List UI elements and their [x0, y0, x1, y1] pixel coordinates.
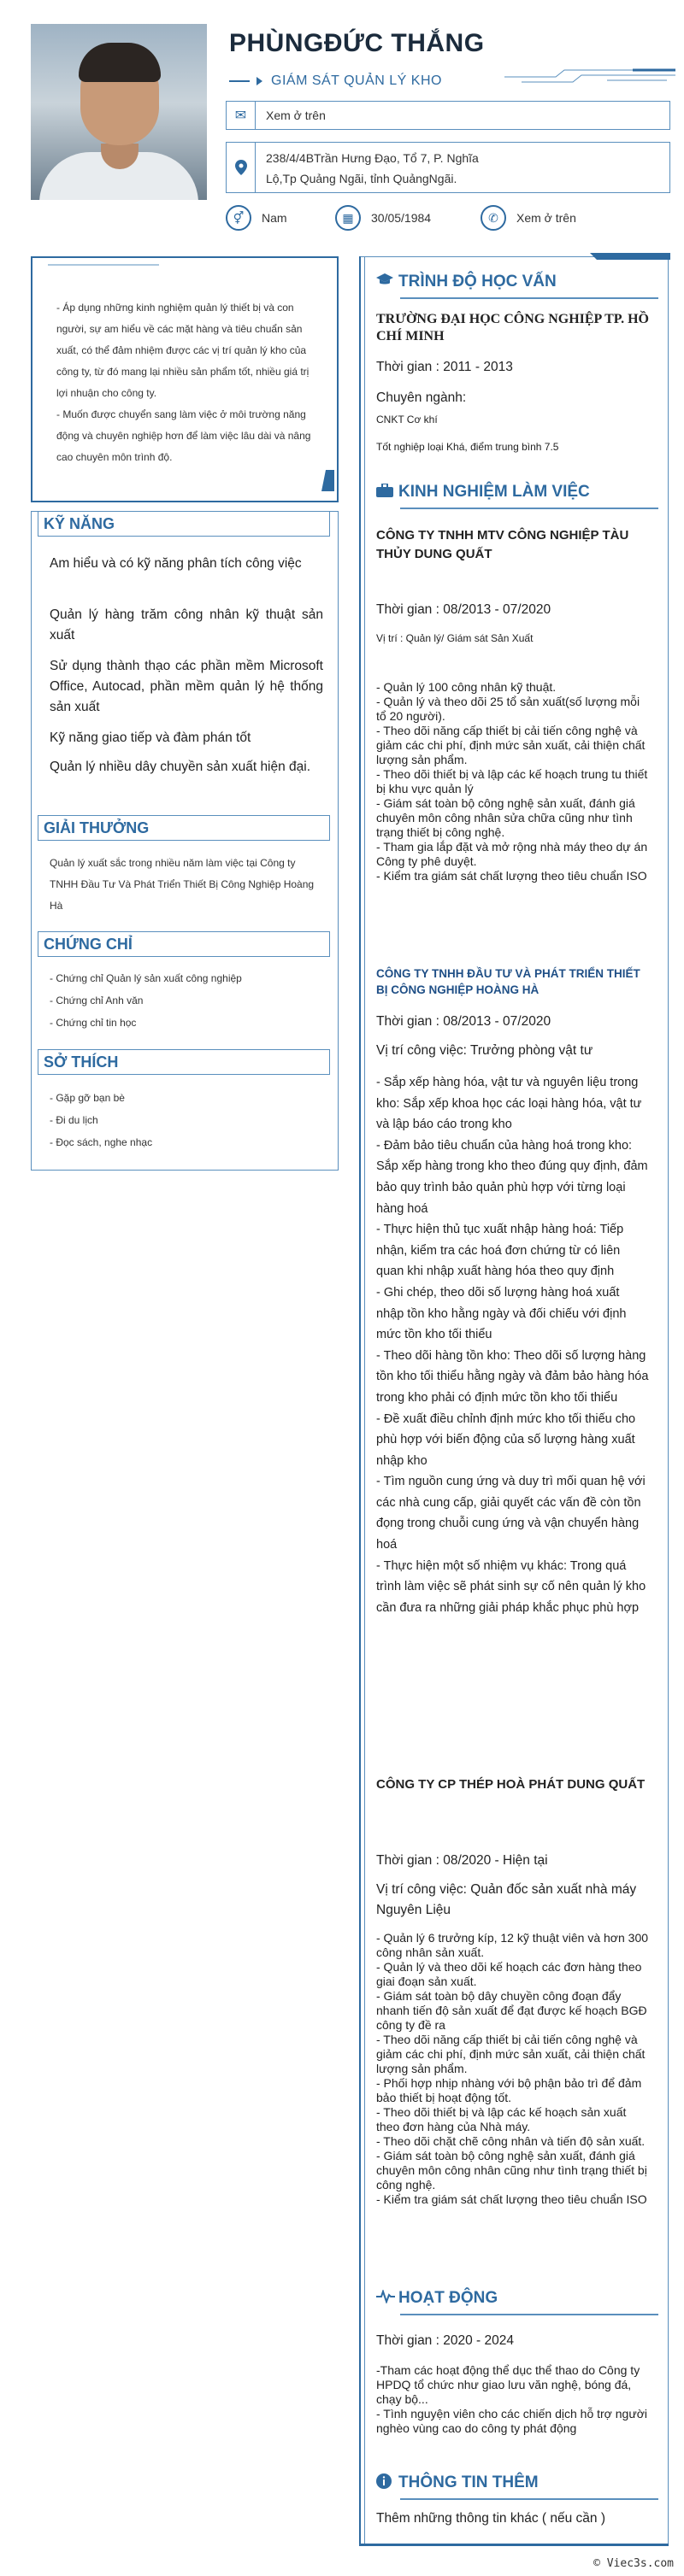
- school-name: TRƯỜNG ĐẠI HỌC CÔNG NGHIỆP TP. HỒ CHÍ MINH: [376, 312, 649, 343]
- certificate-item: - Chứng chỉ tin học: [50, 1017, 137, 1029]
- skill-item: Kỹ năng giao tiếp và đàm phán tốt: [50, 731, 251, 745]
- gender-info: [226, 205, 287, 231]
- profile-photo: [31, 24, 207, 200]
- job-details: - Quản lý 6 trưởng kíp, 12 kỹ thuật viên và hơn 300 công nhân sản xuất. - Quản lý và theo dõi kế hoạch các đơn hàng theo giai đoạn sản xuất. - Giám sát toàn bộ dây chuyền công đoạn đẩy nhanh tiến độ sản xuất để đạt được kế hoạch BGĐ công ty đề ra - Theo dõi năng cấp thiết bị cải tiến công nghệ và giảm các chi phí, định mức sản xuất, cải thiện chất lượng sản phẩm. - Phối hợp nhịp nhàng với bộ phận bảo trì để đảm bảo thiết bị hoạt động tốt. - Theo dõi thiết bị và lập các kế hoạch sản xuất theo đơn hàng của Nhà máy. - Theo dõi chặt chẽ công nhân và tiến độ sản xuất. - Giám sát toàn bộ công nghệ sản xuất, đánh giá chuyên môn công nhân cũng như tình trạng thiết bị công nghệ. - Kiểm tra giám sát chất lượng theo tiêu chuẩn ISO: [376, 1931, 649, 2206]
- major-label: Chuyên ngành:: [376, 390, 467, 405]
- job-details: - Sắp xếp hàng hóa, vật tư và nguyên liệu trong kho: Sắp xếp khoa học các loại hàng hóa, vật tư và lập báo cáo trong kho - Đảm bảo tiêu chuẩn của hàng hoá trong kho: Sắp xếp hàng trong kho theo đúng quy định, đảm bảo quy trình bảo quản phù hợp với từng loại hàng hoá - Thực hiện thủ tục xuất nhập hàng hoá: Tiếp nhận, kiểm tra các hoá đơn chứng từ có liên quan khi nhập xuất hàng hóa theo quy định - Ghi chép, theo dõi số lượng hàng hoá xuất nhập tồn kho hằng ngày và đối chiếu với định mức tồn kho tối thiểu - Theo dõi hàng tồn kho: Theo dõi số lượng hàng tồn kho tối thiểu hằng ngày và đảm bảo hàng hóa trong kho phải có định mức tồn kho tối thiểu - Đề xuất điều chỉnh định mức kho tối thiếu cho phù hợp với biến động của số lượng hàng xuất nhập kho - Tìm nguồn cung ứng và duy trì mối quan hệ với các nhà cung cấp, giải quyết các vấn đề còn tồn đọng trong chuỗi cung ứng và vận chuyển hàng hoá - Thực hiện một số nhiệm vụ khác: Trong quá trình làm việc sẽ phát sinh sự cố nên quản lý kho cần đưa ra những giải pháp khắc phục phù hợp: [376, 1076, 649, 1615]
- address-line-1: 238/4/4BTrần Hưng Đạo, Tổ 7, P. Nghĩa: [266, 151, 479, 165]
- experience-heading: [376, 480, 658, 504]
- career-objective-card: [31, 256, 339, 502]
- experience-title: KINH NGHIỆM LÀM VIỆC: [398, 483, 590, 501]
- email-value: Xem ở trên: [266, 109, 326, 122]
- activities-details: -Tham các hoạt động thể dục thể thao do Công ty HPDQ tổ chức như giao lưu văn nghệ, bóng đá, chạy bộ... - Tình nguyện viên cho các chiến dịch hỗ trợ người nghèo vùng cao do công ty phát động: [376, 2363, 647, 2435]
- location-pin-icon: [227, 143, 256, 192]
- skill-item: Sử dụng thành thạo các phần mềm Microsoft Office, Autocad, phần mềm quản lý hệ thống sản xuất: [50, 659, 323, 714]
- job-position: Vị trí công việc: Quản đốc sản xuất nhà máy Nguyên Liệu: [376, 1882, 637, 1917]
- education-time: Thời gian : 2011 - 2013: [376, 360, 513, 374]
- activities-time: Thời gian : 2020 - 2024: [376, 2333, 514, 2348]
- job-company: CÔNG TY TNHH ĐẦU TƯ VÀ PHÁT TRIỂN THIẾT BỊ CÔNG NGHIỆP HOÀNG HÀ: [376, 967, 640, 996]
- other-info-text: Thêm những thông tin khác ( nếu cần ): [376, 2511, 606, 2526]
- phone-info: [481, 205, 576, 231]
- hobby-item: - Gặp gỡ bạn bè: [50, 1092, 125, 1104]
- activities-title: HOẠT ĐỘNG: [398, 2289, 498, 2307]
- graduation-cap-icon: [376, 273, 398, 291]
- hobbies-title: SỞ THÍCH: [44, 1053, 119, 1071]
- major-value: CNKT Cơ khí: [376, 414, 438, 425]
- activities-heading: [376, 2286, 658, 2310]
- hobby-item: - Đi du lịch: [50, 1114, 98, 1126]
- awards-text: Quản lý xuất sắc trong nhiều năm làm việc tại Công ty TNHH Đầu Tư Và Phát Triển Thiết Bị Công Nghiệp Hoàng Hà: [50, 857, 315, 912]
- education-heading: [376, 270, 658, 294]
- skill-item: Am hiểu và có kỹ năng phân tích công việc: [50, 556, 302, 571]
- info-icon: [376, 2473, 398, 2493]
- certificate-item: - Chứng chỉ Quản lý sản xuất công nghiệp: [50, 972, 242, 984]
- other-info-heading: [376, 2471, 658, 2495]
- skills-title: KỸ NĂNG: [44, 514, 115, 532]
- job-position: Vị trí công việc: Trưởng phòng vật tư: [376, 1043, 593, 1058]
- hobbies-heading: [38, 1049, 330, 1075]
- heartbeat-icon: [376, 2290, 398, 2308]
- gender-value: Nam: [262, 211, 287, 225]
- job-position: Vị trí : Quản lý/ Giám sát Sản Xuất: [376, 632, 534, 644]
- envelope-icon: ✉: [227, 102, 256, 129]
- job-title: GIÁM SÁT QUẢN LÝ KHO: [271, 73, 442, 88]
- skill-item: Quản lý nhiều dây chuyền sản xuất hiện đại.: [50, 760, 311, 774]
- certificates-title: CHỨNG CHỈ: [44, 935, 133, 953]
- watermark: © Viec3s.com: [593, 2557, 674, 2570]
- job-time: Thời gian : 08/2013 - 07/2020: [376, 1014, 551, 1029]
- job-time: Thời gian : 08/2013 - 07/2020: [376, 602, 551, 617]
- phone-icon: ✆: [481, 205, 506, 231]
- skill-item: Quản lý hàng trăm công nhân kỹ thuật sản xuất: [50, 607, 323, 643]
- job-details: - Quản lý 100 công nhân kỹ thuật. - Quản lý và theo dõi 25 tổ sản xuất(số lượng mỗi tổ 20 người). - Theo dõi năng cấp thiết bị cải tiến công nghệ và giảm các chi phí, định mức sản xuất, cải thiện chất lượng sản phẩm. - Theo dõi thiết bị và lập các kế hoạch trung tu thiết bị khu vực quản lý - Giám sát toàn bộ công nghệ sản xuất, đánh giá chuyên môn công nhân sửa chữa cũng như tình trạng thiết bị công nghệ. - Tham gia lắp đặt và mở rộng nhà máy theo dự án Công ty phê duyệt. - Kiểm tra giám sát chất lượng theo tiêu chuẩn ISO: [376, 680, 648, 883]
- certificates-heading: [38, 931, 330, 957]
- job-company: CÔNG TY CP THÉP HOÀ PHÁT DUNG QUẤT: [376, 1777, 646, 1792]
- other-info-title: THÔNG TIN THÊM: [398, 2473, 539, 2491]
- right-frame-bottom: [359, 2514, 669, 2546]
- address-box: [226, 142, 670, 193]
- birthday-info: [335, 205, 431, 231]
- awards-heading: [38, 815, 330, 841]
- job-time: Thời gian : 08/2020 - Hiện tại: [376, 1853, 548, 1868]
- right-frame-decor: [581, 253, 670, 265]
- birthday-value: 30/05/1984: [371, 211, 432, 225]
- skills-heading: [38, 511, 330, 537]
- job-title-row: [229, 73, 442, 89]
- hobby-item: - Đọc sách, nghe nhạc: [50, 1136, 153, 1148]
- phone-value: Xem ở trên: [516, 211, 576, 225]
- education-grade: Tốt nghiệp loại Khá, điểm trung bình 7.5: [376, 441, 559, 453]
- education-title: TRÌNH ĐỘ HỌC VẤN: [398, 273, 557, 290]
- briefcase-icon: [376, 484, 398, 502]
- calendar-icon: ▦: [335, 205, 361, 231]
- certificate-item: - Chứng chỉ Anh văn: [50, 995, 144, 1006]
- email-box: [226, 101, 670, 130]
- candidate-name: PHÙNGĐỨC THẮNG: [229, 29, 485, 57]
- right-frame-strip: [359, 256, 371, 2546]
- gender-icon: ⚥: [226, 205, 251, 231]
- decorative-lines: [504, 68, 675, 94]
- awards-title: GIẢI THƯỞNG: [44, 819, 150, 836]
- address-line-2: Lộ,Tp Quảng Ngãi, tỉnh QuảngNgãi.: [266, 172, 457, 185]
- job-company: CÔNG TY TNHH MTV CÔNG NGHIỆP TÀU THỦY DUNG QUẤT: [376, 528, 629, 561]
- career-objective-text: - Áp dụng những kinh nghiệm quản lý thiết bị và con người, sự am hiểu về các mặt hàng và tiêu chuẩn sản xuất, có thể đảm nhiệm được các vị trí quản lý kho của công ty, từ đó mang lại nhiều sản phẩm tốt, nhiều giá trị lợi nhuận cho công ty. - Muốn được chuyển sang làm việc ở môi trường năng động và chuyên nghiệp hơn để làm việc lâu dài và nâng cao chuyên môn trình độ.: [56, 302, 311, 463]
